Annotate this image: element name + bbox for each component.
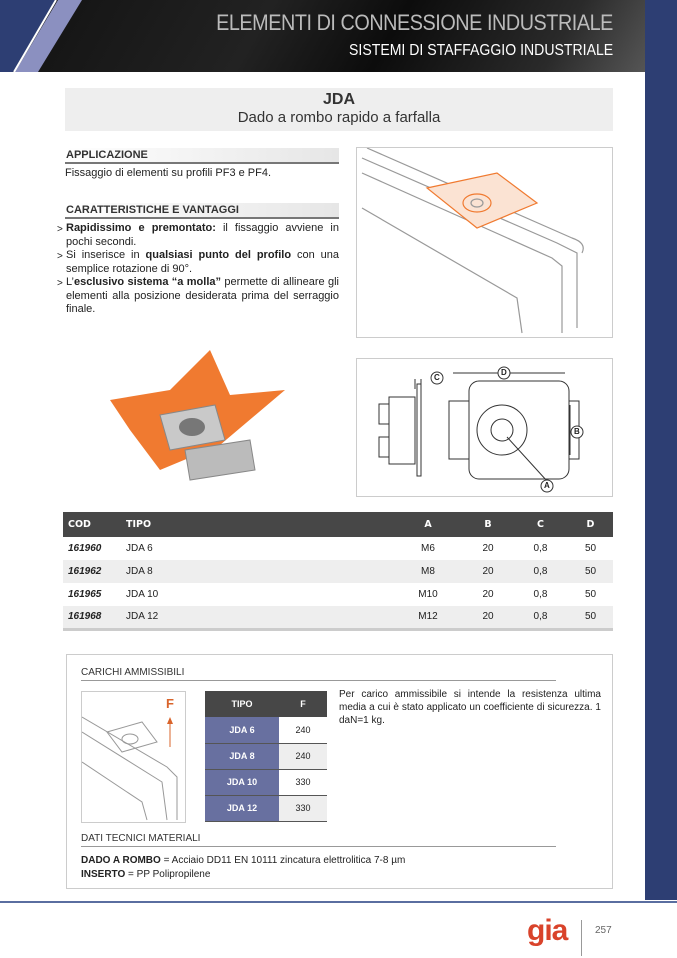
table-row (63, 560, 613, 583)
feature-post: con una semplice rotazione di 90°. (66, 249, 339, 275)
applicazione-section (65, 148, 339, 181)
tipo-cell: JDA 6 (205, 717, 279, 743)
section-heading: DATI TECNICI MATERIALI (81, 833, 556, 847)
b-cell: 20 (482, 589, 494, 600)
feature-bold: Rapidissimo e premontato: (66, 222, 216, 234)
b-cell: 20 (463, 560, 513, 583)
cod-cell: 161968 (63, 606, 121, 629)
c-cell: 0,8 (533, 589, 548, 600)
col-header: TIPO (205, 691, 279, 717)
product-table (63, 512, 613, 631)
material-name: DADO A ROMBO (81, 855, 161, 866)
c-cell: 0,8 (533, 543, 548, 554)
c-cell: 0,8 (513, 560, 568, 583)
section-heading: CARATTERISTICHE E VANTAGGI (65, 203, 339, 219)
header-category: ELEMENTI DI CONNESSIONE INDUSTRIALE (216, 10, 613, 35)
force-cell: 330 (279, 769, 327, 795)
tipo-cell: JDA 12 (121, 606, 393, 629)
caratteristiche-section (57, 203, 339, 317)
header-decoration (0, 0, 90, 72)
dimension-label-a: A (544, 481, 550, 490)
tipo-cell: JDA 10 (126, 589, 159, 600)
load-row (205, 795, 327, 821)
b-cell: 20 (482, 543, 494, 554)
product-code: JDA (322, 91, 355, 108)
load-row (205, 769, 327, 795)
feature-item (57, 249, 339, 276)
tipo-cell: JDA 8 (205, 743, 279, 769)
feature-item (57, 222, 339, 249)
d-cell: 50 (568, 560, 613, 583)
load-note: Per carico ammissibile si intende la resistenza ultima media a cui è stato applicato un coefficiente di sicurezza. 1 daN=1 kg. (339, 689, 601, 726)
tipo-cell: JDA 8 (121, 560, 393, 583)
col-header: D (568, 512, 613, 537)
cod-cell: 161960 (68, 543, 102, 554)
feature-pre: L’ (66, 276, 74, 288)
feature-pre: Si inserisce in (66, 249, 146, 261)
a-cell: M12 (393, 606, 463, 629)
a-cell: M8 (393, 560, 463, 583)
dimension-label-c: C (434, 373, 440, 382)
page-number: 257 (595, 925, 612, 936)
load-diagram (81, 691, 186, 823)
side-strip (645, 0, 677, 900)
feature-post: il fissaggio avviene in pochi secondi. (66, 222, 339, 248)
b-cell: 20 (463, 606, 513, 629)
c-cell: 0,8 (513, 606, 568, 629)
material-line (81, 854, 405, 868)
col-header: C (513, 512, 568, 537)
col-header: B (463, 512, 513, 537)
col-header: F (279, 691, 327, 717)
product-name: Dado a rombo rapido a farfalla (237, 109, 441, 126)
tipo-cell: JDA 6 (126, 543, 153, 554)
load-table (205, 691, 327, 822)
table-row (63, 583, 613, 606)
material-desc: = Acciaio DD11 EN 10111 zincatura elettrolitica 7-8 µm (160, 855, 406, 866)
tipo-cell: JDA 12 (205, 795, 279, 821)
header-subcategory: SISTEMI DI STAFFAGGIO INDUSTRIALE (348, 42, 613, 59)
force-cell: 330 (279, 795, 327, 821)
tipo-cell: JDA 10 (205, 769, 279, 795)
force-label: F (166, 696, 174, 711)
dimension-label-b: B (574, 427, 580, 436)
cod-cell: 161962 (63, 560, 121, 583)
load-row (205, 717, 327, 743)
carichi-section (66, 654, 613, 889)
d-cell: 50 (584, 589, 597, 600)
dimension-label-d: D (501, 368, 507, 377)
feature-bold: qualsiasi punto del profilo (145, 249, 292, 261)
cod-cell: 161965 (68, 589, 102, 600)
footer-line (0, 901, 677, 903)
force-cell: 240 (279, 743, 327, 769)
col-header: A (393, 512, 463, 537)
feature-item (57, 276, 339, 317)
table-row (63, 606, 613, 629)
section-heading: CARICHI AMMISSIBILI (81, 667, 556, 681)
a-cell: M10 (418, 589, 438, 600)
d-cell: 50 (584, 543, 597, 554)
material-name: INSERTO (81, 869, 126, 880)
product-title-box (65, 88, 613, 131)
feature-post: permette di allineare gli elementi alla posizione desiderata prima del serraggio finale. (66, 276, 339, 315)
product-photo (100, 345, 290, 490)
rail-installation-image (356, 147, 613, 338)
brand-logo: gia (527, 914, 568, 947)
technical-drawing (356, 358, 613, 497)
material-line (81, 868, 405, 882)
a-cell: M6 (421, 543, 435, 554)
load-row (205, 743, 327, 769)
footer-divider (581, 920, 582, 956)
section-heading: APPLICAZIONE (65, 148, 339, 164)
feature-bold: esclusivo sistema “a molla” (73, 276, 221, 288)
material-desc: = PP Polipropilene (125, 869, 211, 880)
col-header: TIPO (121, 512, 393, 537)
col-header: COD (63, 512, 121, 537)
applicazione-text: Fissaggio di elementi su profili PF3 e PF4. (65, 167, 272, 179)
d-cell: 50 (568, 606, 613, 629)
force-cell: 240 (279, 717, 327, 743)
table-row (63, 537, 613, 560)
